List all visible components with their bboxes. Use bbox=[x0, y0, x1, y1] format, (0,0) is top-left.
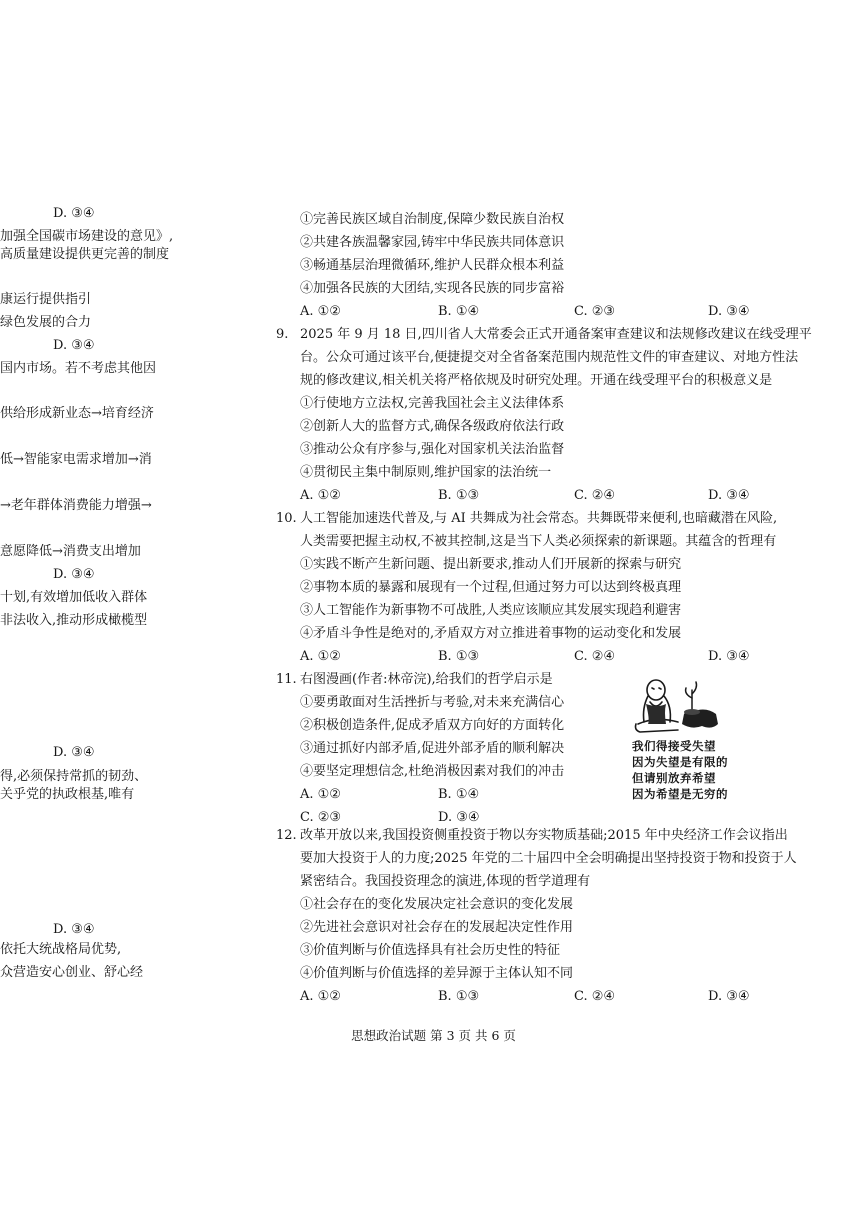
cartoon-caption-line: 我们得接受失望 bbox=[632, 739, 716, 753]
question-number: 9. bbox=[276, 327, 289, 342]
choice-statement: ④加强各民族的大团结,实现各民族的同步富裕 bbox=[300, 281, 565, 296]
answer-option-c: C. ②③ bbox=[300, 810, 342, 825]
answer-option-a: A. ①② bbox=[300, 787, 341, 802]
left-line: 意愿降低→消费支出增加 bbox=[0, 544, 141, 559]
answer-option-b: B. ①③ bbox=[438, 989, 480, 1004]
cartoon-caption-line: 但请别放弃希望 bbox=[632, 771, 716, 785]
left-line: 依托大统战格局优势, bbox=[0, 942, 122, 957]
answer-option-b: B. ①④ bbox=[438, 304, 480, 319]
answer-option-a: A. ①② bbox=[300, 989, 341, 1004]
choice-statement: ②先进社会意识对社会存在的发展起决定性作用 bbox=[300, 920, 574, 935]
answer-option-b: B. ①③ bbox=[438, 649, 480, 664]
left-line: D. ③④ bbox=[53, 206, 95, 221]
left-line: D. ③④ bbox=[53, 745, 95, 760]
answer-option-d: D. ③④ bbox=[708, 304, 750, 319]
choice-statement: ②共建各族温馨家园,铸牢中华民族共同体意识 bbox=[300, 235, 565, 250]
left-line: 绿色发展的合力 bbox=[0, 315, 92, 330]
answer-option-a: A. ①② bbox=[300, 304, 341, 319]
answer-option-c: C. ②④ bbox=[574, 488, 616, 503]
left-line: 供给形成新业态→培育经济 bbox=[0, 406, 154, 421]
answer-option-d: D. ③④ bbox=[438, 810, 480, 825]
choice-statement: ②事物本质的暴露和展现有一个过程,但通过努力可以达到终极真理 bbox=[300, 580, 682, 595]
choice-statement: ④要坚定理想信念,杜绝消极因素对我们的冲击 bbox=[300, 764, 565, 779]
left-line: 低→智能家电需求增加→消 bbox=[0, 452, 152, 467]
question-stem-line: 紧密结合。我国投资理念的演进,体现的哲学道理有 bbox=[300, 874, 591, 889]
answer-option-a: A. ①② bbox=[300, 488, 341, 503]
left-line: 关乎党的执政根基,唯有 bbox=[0, 787, 135, 802]
question-number: 10. bbox=[276, 511, 297, 526]
choice-statement: ①完善民族区域自治制度,保障少数民族自治权 bbox=[300, 212, 565, 227]
left-line: D. ③④ bbox=[53, 922, 95, 937]
left-line: 高质量建设提供更完善的制度 bbox=[0, 247, 170, 262]
question-stem-line: 台。公众可通过该平台,便捷提交对全省备案范围内规范性文件的审查建议、对地方性法 bbox=[300, 350, 799, 365]
choice-statement: ①行使地方立法权,完善我国社会主义法律体系 bbox=[300, 396, 565, 411]
choice-statement: ③畅通基层治理微循环,维护人民群众根本利益 bbox=[300, 258, 565, 273]
choice-statement: ④价值判断与价值选择的差异源于主体认知不同 bbox=[300, 966, 574, 981]
question-stem-line: 改革开放以来,我国投资侧重投资于物以夯实物质基础;2015 年中央经济工作会议指出 bbox=[300, 828, 788, 843]
choice-statement: ③推动公众有序参与,强化对国家机关法治监督 bbox=[300, 442, 565, 457]
choice-statement: ③通过抓好内部矛盾,促进外部矛盾的顺利解决 bbox=[300, 741, 565, 756]
choice-statement: ④矛盾斗争性是绝对的,矛盾双方对立推进着事物的运动变化和发展 bbox=[300, 626, 682, 641]
choice-statement: ③人工智能作为新事物不可战胜,人类应该顺应其发展实现趋利避害 bbox=[300, 603, 682, 618]
answer-option-d: D. ③④ bbox=[708, 989, 750, 1004]
question-number: 11. bbox=[276, 672, 297, 687]
choice-statement: ②积极创造条件,促成矛盾双方向好的方面转化 bbox=[300, 718, 565, 733]
choice-statement: ③价值判断与价值选择具有社会历史性的特征 bbox=[300, 943, 561, 958]
answer-option-a: A. ①② bbox=[300, 649, 341, 664]
choice-statement: ②创新人大的监督方式,确保各级政府依法行政 bbox=[300, 419, 565, 434]
choice-statement: ④贯彻民主集中制原则,维护国家的法治统一 bbox=[300, 465, 552, 480]
left-line: 十划,有效增加低收入群体 bbox=[0, 590, 148, 605]
question-stem-line: 人类需要把握主动权,不被其控制,这是当下人类必须探索的新课题。其蕴含的哲理有 bbox=[300, 534, 777, 549]
answer-option-c: C. ②④ bbox=[574, 989, 616, 1004]
question-stem-line: 2025 年 9 月 18 日,四川省人大常委会正式开通备案审查建议和法规修改建议在线受理平 bbox=[300, 327, 812, 342]
left-line: 加强全国碳市场建设的意见》, bbox=[0, 229, 174, 244]
left-line: →老年群体消费能力增强→ bbox=[0, 498, 152, 513]
left-line: 众营造安心创业、舒心经 bbox=[0, 965, 144, 980]
answer-option-b: B. ①④ bbox=[438, 787, 480, 802]
left-line: 康运行提供指引 bbox=[0, 292, 92, 307]
cartoon-caption-line: 因为希望是无穷的 bbox=[632, 787, 728, 801]
choice-statement: ①社会存在的变化发展决定社会意识的变化发展 bbox=[300, 897, 574, 912]
left-line: 国内市场。若不考虑其他因 bbox=[0, 361, 157, 376]
answer-option-d: D. ③④ bbox=[708, 649, 750, 664]
left-line: 非法收入,推动形成橄榄型 bbox=[0, 613, 148, 628]
page-footer: 思想政治试题 第 3 页 共 6 页 bbox=[351, 1028, 516, 1043]
answer-option-b: B. ①③ bbox=[438, 488, 480, 503]
cartoon-caption-line: 因为失望是有限的 bbox=[632, 755, 728, 769]
question-stem-line: 右图漫画(作者:林帝浣),给我们的哲学启示是 bbox=[300, 672, 553, 687]
question-stem-line: 要加大投资于人的力度;2025 年党的二十届四中全会明确提出坚持投资于物和投资于人 bbox=[300, 851, 797, 866]
left-line: 得,必须保持常抓的韧劲、 bbox=[0, 769, 148, 784]
choice-statement: ①实践不断产生新问题、提出新要求,推动人们开展新的探索与研究 bbox=[300, 557, 682, 572]
answer-option-c: C. ②③ bbox=[574, 304, 616, 319]
choice-statement: ①要勇敢面对生活挫折与考验,对未来充满信心 bbox=[300, 695, 565, 710]
left-line: D. ③④ bbox=[53, 338, 95, 353]
answer-option-d: D. ③④ bbox=[708, 488, 750, 503]
answer-option-c: C. ②④ bbox=[574, 649, 616, 664]
question-number: 12. bbox=[276, 828, 297, 843]
question-stem-line: 规的修改建议,相关机关将严格依规及时研究处理。开通在线受理平台的积极意义是 bbox=[300, 373, 773, 388]
left-line: D. ③④ bbox=[53, 567, 95, 582]
question-stem-line: 人工智能加速迭代普及,与 AI 共舞成为社会常态。共舞既带来便利,也暗藏潜在风险, bbox=[300, 511, 778, 526]
